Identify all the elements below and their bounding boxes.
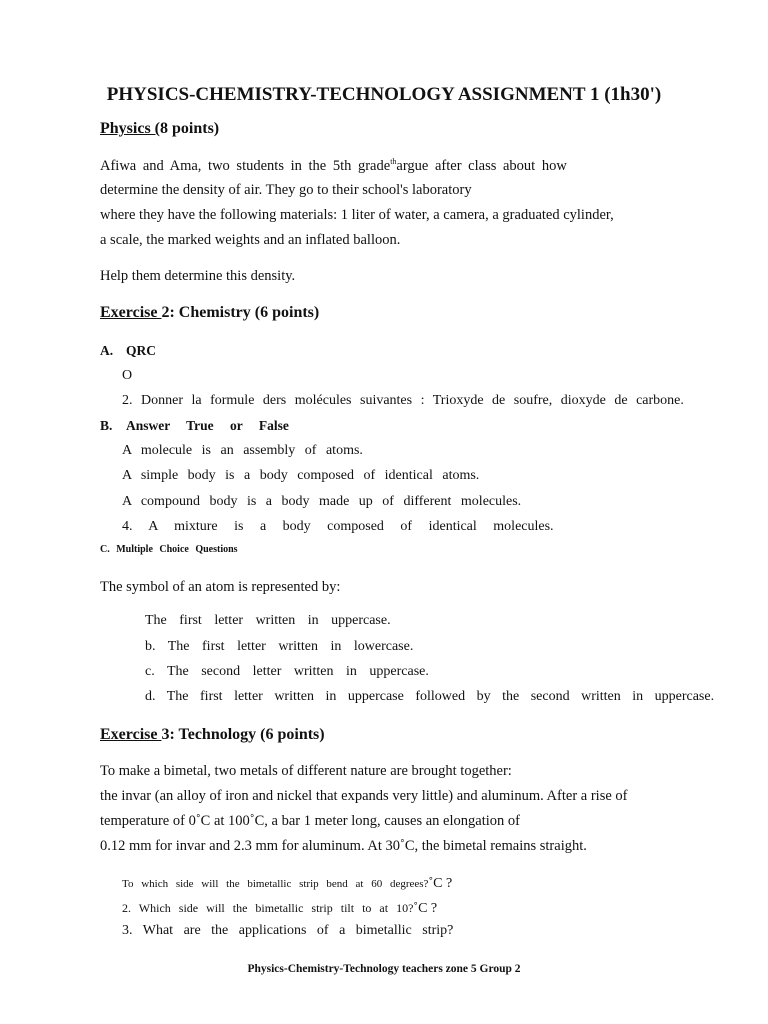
mcq-question: The symbol of an atom is represented by: bbox=[100, 579, 341, 595]
section-b-title: Answer True or False bbox=[126, 418, 289, 433]
grade-superscript: th bbox=[390, 157, 397, 166]
chemistry-heading bbox=[100, 304, 319, 322]
chemistry-heading-underlined: Exercise bbox=[100, 304, 162, 321]
tf-item-2: A simple body is a body composed of identical atoms. bbox=[122, 468, 480, 483]
mcq-option-a: The first letter written in uppercase. bbox=[145, 613, 391, 628]
physics-line-2: determine the density of air. They go to their school's laboratory bbox=[100, 182, 472, 198]
section-a-item-1: O bbox=[122, 368, 133, 383]
page-title: PHYSICS-CHEMISTRY-TECHNOLOGY ASSIGNMENT 1 (1h30') bbox=[106, 84, 662, 105]
technology-heading bbox=[100, 726, 325, 744]
physics-line-4: a scale, the marked weights and an inflated balloon. bbox=[100, 232, 401, 248]
tech-question-2 bbox=[122, 899, 437, 917]
tech-question-3: 3. What are the applications of a bimetallic strip? bbox=[122, 923, 454, 938]
physics-heading-underlined: Physics ( bbox=[100, 120, 160, 137]
tf-item-3: A compound body is a body made up of different molecules. bbox=[122, 494, 522, 509]
mcq-option-d: d. The first letter written in uppercase followed by the second written in uppercase. bbox=[145, 689, 715, 704]
chemistry-heading-rest: 2: Chemistry (6 points) bbox=[161, 304, 320, 321]
technology-heading-rest: 3: Technology (6 points) bbox=[161, 726, 325, 743]
tech-line-2: the invar (an alloy of iron and nickel that expands very little) and aluminum. After a rise of bbox=[100, 788, 628, 804]
footer: Physics-Chemistry-Technology teachers zone 5 Group 2 bbox=[247, 963, 521, 975]
physics-heading-rest: 8 points) bbox=[160, 120, 220, 137]
physics-heading bbox=[100, 120, 219, 138]
tech-question-2-unit: ˚C ? bbox=[413, 901, 438, 916]
section-a-title: QRC bbox=[126, 343, 156, 358]
mcq-option-c: c. The second letter written in uppercase. bbox=[145, 664, 429, 679]
technology-heading-underlined: Exercise bbox=[100, 726, 162, 743]
section-a-item-2: 2. Donner la formule ders molécules suivantes : Trioxyde de soufre, dioxyde de carbone. bbox=[122, 393, 684, 408]
physics-help: Help them determine this density. bbox=[100, 268, 296, 284]
mcq-option-b: b. The first letter written in lowercase. bbox=[145, 639, 414, 654]
physics-line-1b: argue after class about how bbox=[396, 157, 567, 174]
section-b-label: B. bbox=[100, 418, 113, 433]
tf-item-1: A molecule is an assembly of atoms. bbox=[122, 443, 363, 458]
tech-question-1-text: To which side will the bimetallic strip bend at 60 degrees? bbox=[122, 878, 429, 890]
tech-question-2-text: 2. Which side will the bimetallic strip tilt to at 10? bbox=[122, 901, 414, 915]
physics-line-1a: Afiwa and Ama, two students in the 5th grade bbox=[100, 157, 391, 174]
physics-line-1 bbox=[100, 157, 567, 175]
tech-line-1: To make a bimetal, two metals of different nature are brought together: bbox=[100, 763, 512, 779]
tech-question-1-unit: ˚C ? bbox=[428, 876, 453, 891]
tech-line-3: temperature of 0˚C at 100˚C, a bar 1 meter long, causes an elongation of bbox=[100, 813, 520, 829]
tech-line-4: 0.12 mm for invar and 2.3 mm for aluminum. At 30˚C, the bimetal remains straight. bbox=[100, 838, 587, 854]
physics-line-3: where they have the following materials: 1 liter of water, a camera, a graduated cylinder, bbox=[100, 207, 614, 223]
section-c-title: C. Multiple Choice Questions bbox=[100, 544, 238, 555]
tech-question-1 bbox=[122, 874, 452, 892]
tf-item-4: 4. A mixture is a body composed of identical molecules. bbox=[122, 519, 554, 534]
section-a-label: A. bbox=[100, 343, 114, 358]
